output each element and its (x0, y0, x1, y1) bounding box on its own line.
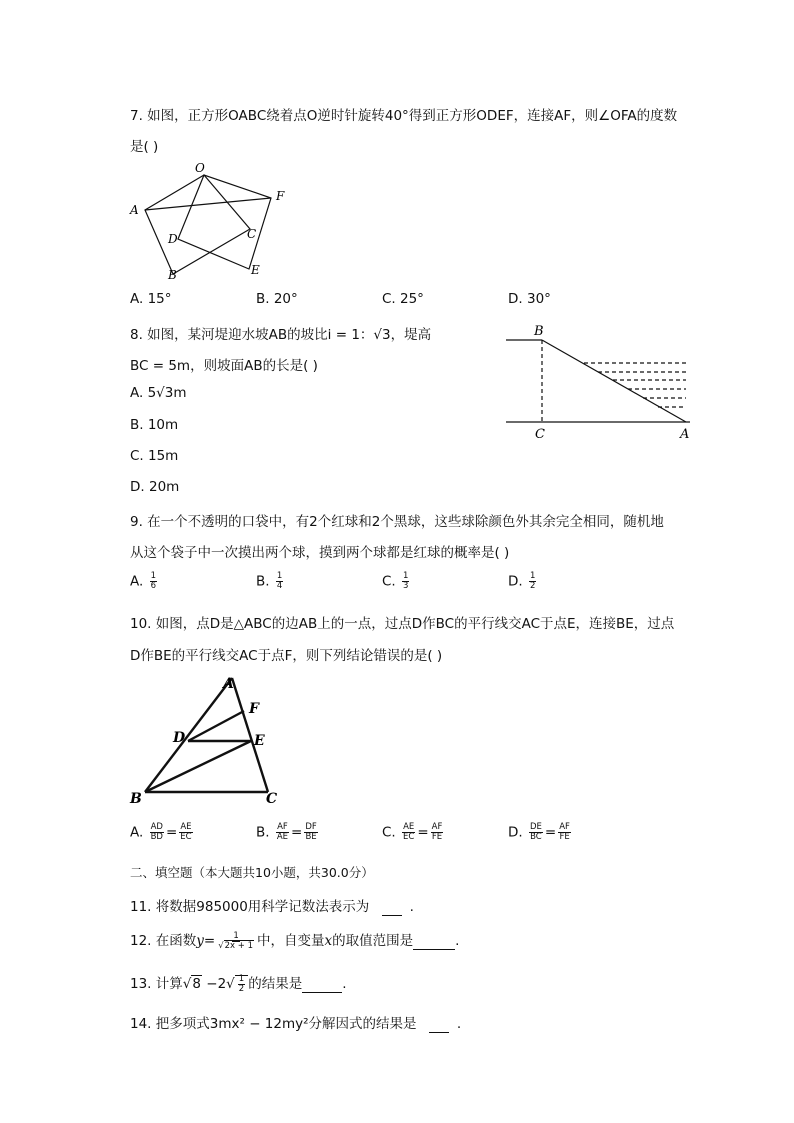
q8-text-line1: 8. 如图，某河堤迎水坡AB的坡比i = 1：√3，堤高 (130, 327, 432, 343)
q11-text: 11. 将数据985000用科学记数法表示为 . (130, 899, 414, 915)
fraction: $\frac{1}{2}$ (529, 571, 536, 591)
q9-option-c[interactable]: C. $\frac{1}{3}$ (382, 571, 409, 591)
q7-label-E: E (251, 263, 260, 277)
q10-label-E: E (254, 733, 265, 749)
fraction: $\frac{1}{√2x + 1}$ (218, 930, 254, 951)
q8-option-d[interactable]: D. 20m (130, 479, 180, 495)
q10-label-A: A (223, 676, 234, 692)
q8-text-line2: BC = 5m，则坡面AB的长是( ) (130, 358, 318, 374)
q10-option-d[interactable]: D. $\frac{DE}{BC}$ = $\frac{AF}{FE}$ (508, 822, 570, 842)
q7-option-a[interactable]: A. 15° (130, 291, 172, 307)
q10-figure (125, 668, 290, 813)
q10-label-B: B (130, 791, 142, 807)
q9-option-b[interactable]: B. $\frac{1}{4}$ (256, 571, 283, 591)
q8-option-a[interactable]: A. 5√3m (130, 385, 187, 401)
q7-label-F: F (276, 189, 285, 203)
section-heading: 二、填空题（本大题共10小题，共30.0分） (130, 865, 374, 880)
q7-label-D: D (168, 232, 178, 246)
q14-text: 14. 把多项式3mx² − 12my²分解因式的结果是 . (130, 1016, 462, 1032)
q11-answer-blank[interactable] (382, 899, 402, 916)
q10-text-line1: 10. 如图，点D是△ABC的边AB上的一点，过点D作BC的平行线交AC于点E，连接BE，过点 (130, 616, 675, 632)
q10-option-a[interactable]: A. $\frac{AD}{BD}$ = $\frac{AE}{EC}$ (130, 822, 192, 842)
q8-label-B: B (534, 324, 544, 339)
q8-label-C: C (535, 427, 545, 442)
q13-answer-blank[interactable] (302, 976, 342, 993)
q7-text-line1: 7. 如图，正方形OABC绕着点O逆时针旋转40°得到正方形ODEF，连接AF，则∠OFA的度数 (130, 108, 678, 124)
q7-label-B: B (168, 268, 177, 282)
q9-option-d[interactable]: D. $\frac{1}{2}$ (508, 571, 536, 591)
q7-label-C: C (247, 227, 257, 241)
q8-option-c[interactable]: C. 15m (130, 448, 179, 464)
fraction: $\frac{1}{3}$ (403, 571, 409, 591)
fraction: $\frac{1}{2}$ (238, 973, 245, 994)
q7-option-c[interactable]: C. 25° (382, 291, 424, 307)
q7-text-line2: 是( ) (130, 139, 159, 155)
q10-text-line2: D作BE的平行线交AC于点F，则下列结论错误的是( ) (130, 648, 443, 664)
q14-answer-blank[interactable] (429, 1016, 449, 1033)
q7-figure (122, 158, 297, 283)
q10-label-F: F (249, 701, 259, 717)
q10-label-D: D (173, 730, 186, 746)
q7-option-d[interactable]: D. 30° (508, 291, 551, 307)
fraction: $\frac{1}{4}$ (276, 571, 283, 591)
q10-label-C: C (266, 791, 278, 807)
q8-label-A: A (680, 427, 690, 442)
q7-label-A: A (130, 203, 139, 217)
q9-text-line2: 从这个袋子中一次摸出两个球，摸到两个球都是红球的概率是( ) (130, 545, 510, 561)
q10-option-b[interactable]: B. $\frac{AF}{AE}$ = $\frac{DF}{BE}$ (256, 822, 317, 842)
q10-option-c[interactable]: C. $\frac{AE}{EC}$ = $\frac{AF}{FE}$ (382, 822, 443, 842)
fraction: $\frac{1}{6}$ (150, 571, 157, 591)
q9-text-line1: 9. 在一个不透明的口袋中，有2个红球和2个黑球，这些球除颜色外其余完全相同，随机地 (130, 514, 664, 530)
q8-option-b[interactable]: B. 10m (130, 417, 179, 433)
q12-answer-blank[interactable] (413, 933, 455, 950)
q9-option-a[interactable]: A. $\frac{1}{6}$ (130, 571, 157, 591)
q13-text: 13. 计算√8 −2√ $\frac{1}{2}$ 的结果是 . (130, 973, 347, 994)
q7-option-b[interactable]: B. 20° (256, 291, 298, 307)
q12-text: 12. 在函数y= $\frac{1}{√2x + 1}$ 中，自变量x的取值范围是 . (130, 930, 460, 951)
q7-label-O: O (195, 161, 205, 175)
q8-figure (500, 318, 700, 446)
